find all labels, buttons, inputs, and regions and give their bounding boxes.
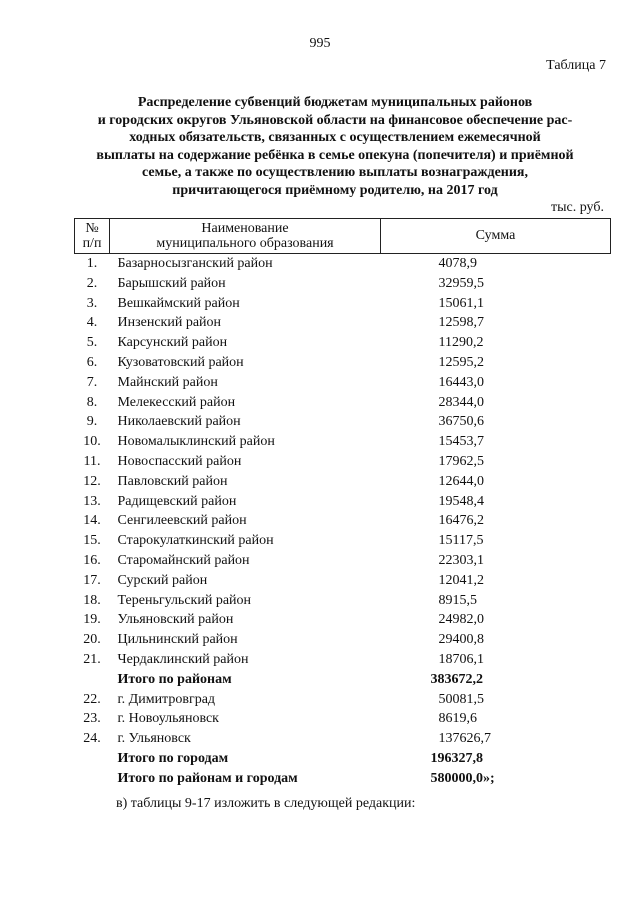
row-number: 14. — [83, 513, 101, 529]
row-name: Сенгилеевский район — [117, 513, 247, 529]
row-name: Цильнинский район — [117, 632, 238, 648]
document-title — [70, 94, 600, 199]
row-sum: 28344,0 — [438, 394, 484, 410]
row-name: Мелекесский район — [117, 394, 236, 410]
row-name: Тереньгульский район — [117, 592, 252, 608]
table-label: Таблица 7 — [546, 58, 606, 73]
row-name: Старокулаткинский район — [117, 533, 274, 549]
row-name: Павловский район — [117, 473, 228, 489]
title-line: ходных обязательств, связанных с осуществлением ежемесячной — [129, 130, 541, 145]
row-sum: 22303,1 — [438, 552, 484, 568]
row-number: 8. — [86, 394, 98, 410]
table-row — [75, 492, 611, 512]
row-sum: 17962,5 — [438, 453, 484, 469]
table-row — [75, 551, 611, 571]
table-row — [75, 452, 611, 472]
table-body — [75, 254, 611, 789]
row-sum: 16443,0 — [438, 374, 484, 390]
header-number-line1: № — [85, 221, 99, 236]
table-row — [75, 591, 611, 611]
row-name: Вешкаймский район — [117, 295, 240, 311]
row-number: 19. — [83, 612, 101, 628]
row-number: 2. — [86, 275, 98, 291]
title-line: выплаты на содержание ребёнка в семье опекуна (попечителя) и приёмной — [96, 147, 574, 163]
row-number: 20. — [83, 632, 101, 648]
table-row — [75, 531, 611, 551]
table-row — [75, 393, 611, 413]
table-row — [75, 511, 611, 531]
row-sum: 24982,0 — [438, 612, 484, 628]
row-name: Николаевский район — [117, 414, 241, 430]
title-line: причитающегося приёмному родителю, на 2017 год — [172, 182, 498, 198]
total-row — [75, 670, 611, 690]
row-name: Итого по районам — [117, 671, 232, 687]
row-name: Итого по районам и городам — [117, 770, 298, 786]
row-sum: 12595,2 — [438, 354, 484, 370]
table-row — [75, 432, 611, 452]
row-sum: 8619,6 — [438, 711, 477, 727]
row-sum: 36750,6 — [438, 414, 484, 430]
row-number: 4. — [86, 315, 98, 331]
row-name: Сурский район — [117, 572, 208, 588]
row-sum: 11290,2 — [438, 335, 484, 351]
table-row — [75, 571, 611, 591]
row-number: 13. — [83, 493, 101, 509]
table-row — [75, 472, 611, 492]
row-number: 16. — [83, 552, 101, 568]
row-sum: 29400,8 — [438, 632, 484, 648]
row-number: 3. — [86, 295, 98, 311]
table-row — [75, 353, 611, 373]
row-sum: 8915,5 — [438, 592, 477, 608]
row-number: 7. — [86, 374, 98, 390]
row-number — [75, 769, 110, 789]
row-sum: 137626,7 — [438, 731, 491, 747]
row-number: 1. — [86, 256, 98, 271]
row-name: г. Новоульяновск — [117, 711, 219, 727]
row-name: Кузоватовский район — [117, 354, 244, 370]
row-number: 21. — [83, 651, 101, 667]
footer-text: в) таблицы 9-17 изложить в следующей редакции: — [116, 796, 416, 811]
table-row — [75, 333, 611, 353]
page-number: 995 — [309, 36, 331, 51]
row-number: 18. — [83, 592, 101, 608]
table-row — [75, 373, 611, 393]
row-number: 17. — [83, 572, 101, 588]
table-row — [75, 412, 611, 432]
row-name: Новоспасский район — [117, 453, 242, 469]
row-sum: 580000,0»; — [430, 770, 495, 786]
row-sum: 15453,7 — [438, 434, 484, 450]
total-row — [75, 769, 611, 789]
row-number: 11. — [83, 453, 101, 469]
row-name: Карсунский район — [117, 335, 228, 351]
table-row — [75, 709, 611, 729]
row-name: Чердаклинский район — [117, 651, 249, 667]
header-number — [75, 219, 110, 254]
table-row — [75, 294, 611, 314]
row-sum: 50081,5 — [438, 691, 484, 707]
table-row — [75, 690, 611, 710]
row-number — [75, 670, 110, 690]
table-row — [75, 729, 611, 749]
header-name — [110, 219, 381, 254]
row-sum: 15117,5 — [438, 533, 484, 549]
row-name: Барышский район — [117, 275, 226, 291]
subvention-table — [74, 218, 611, 789]
row-sum: 18706,1 — [438, 651, 484, 667]
row-name: г. Димитровград — [117, 691, 216, 707]
row-sum: 19548,4 — [438, 493, 484, 509]
table-row — [75, 650, 611, 670]
unit-label: тыс. руб. — [551, 200, 604, 215]
row-number: 6. — [86, 354, 98, 370]
table-row — [75, 630, 611, 650]
row-name: Майнский район — [117, 374, 218, 390]
row-sum: 12041,2 — [438, 572, 484, 588]
row-number: 24. — [83, 731, 101, 747]
row-name: Новомалыклинский район — [117, 434, 275, 450]
row-sum: 32959,5 — [438, 275, 484, 291]
row-sum: 383672,2 — [430, 671, 483, 687]
row-name: Инзенский район — [117, 315, 222, 331]
header-number-line2: п/п — [82, 236, 102, 251]
row-name: Ульяновский район — [117, 612, 234, 628]
row-number: 22. — [83, 691, 101, 707]
row-sum: 4078,9 — [438, 256, 477, 271]
row-name: Итого по городам — [117, 750, 229, 766]
row-sum: 15061,1 — [438, 295, 484, 311]
row-sum: 12644,0 — [438, 473, 484, 489]
header-sum: Сумма — [381, 219, 611, 254]
row-number: 12. — [83, 473, 101, 489]
total-row — [75, 749, 611, 769]
row-number: 5. — [86, 335, 98, 351]
row-sum: 196327,8 — [430, 750, 483, 766]
table-row — [75, 274, 611, 294]
row-name: г. Ульяновск — [117, 731, 191, 747]
title-line: Распределение субвенций бюджетам муниципальных районов — [137, 95, 533, 110]
row-number: 23. — [83, 711, 101, 727]
row-name: Базарносызганский район — [117, 256, 273, 271]
table-row — [75, 610, 611, 630]
row-sum: 16476,2 — [438, 513, 484, 529]
table-row — [75, 254, 611, 274]
row-sum: 12598,7 — [438, 315, 484, 331]
row-number: 15. — [83, 533, 101, 549]
row-number: 10. — [83, 434, 101, 450]
table-row — [75, 313, 611, 333]
header-name-line1: Наименование — [201, 221, 289, 236]
header-name-line2: муниципального образования — [156, 236, 334, 251]
row-number: 9. — [86, 414, 98, 430]
row-number — [75, 749, 110, 769]
title-line: семье, а также по осуществлению выплаты вознаграждения, — [141, 165, 529, 180]
row-name: Радищевский район — [117, 493, 237, 509]
title-line: и городских округов Ульяновской области на финансовое обеспечение рас- — [97, 112, 573, 128]
table-header — [75, 219, 611, 254]
row-name: Старомайнский район — [117, 552, 250, 568]
